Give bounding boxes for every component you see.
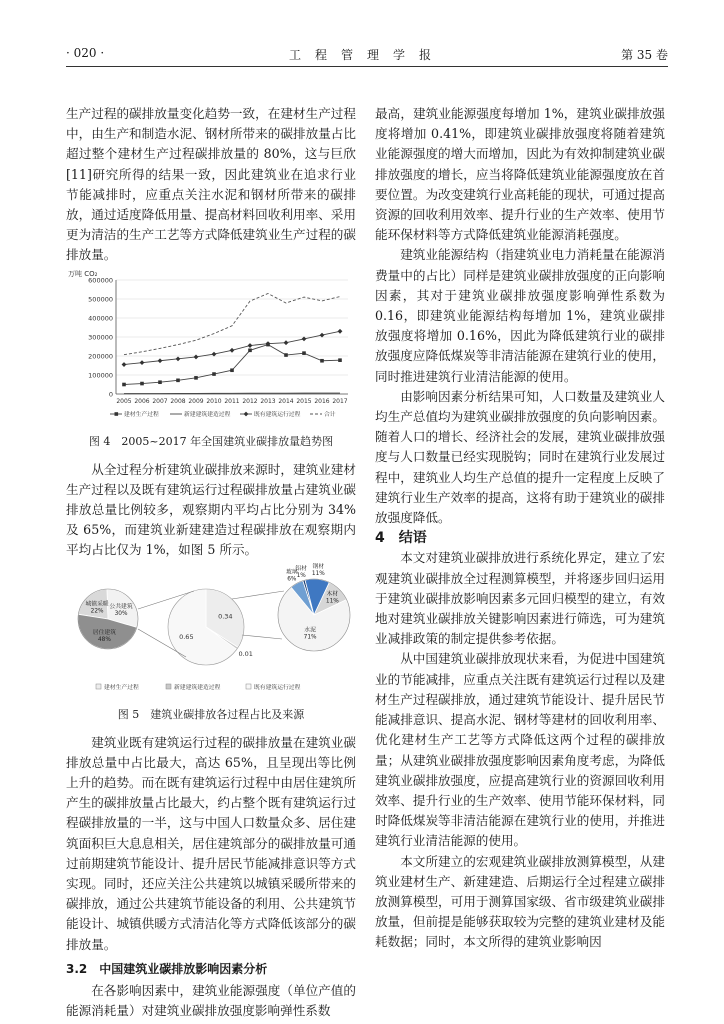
right-pie-value-label: 6% xyxy=(287,576,297,583)
body-paragraph: 建筑业既有建筑运行过程的碳排放量在建筑业碳排放总量中占比最大，高达 65%，且呈现出等比例上升的趋势。而在既有建筑运行过程中由居住建筑所产生的碳排放量占比最大，约占整个既有建筑运行过程碳排放量的一半，这与中国人口数量众多、居住建筑面积巨大息息相关，居住建筑部分的碳排放量可通过前期建筑节能设计、提升居民节能减排意识等方式实现。同时，还应关注公共建筑以城镇采暖所带来的碳排放，通过公共建筑节能设备的利用、公共建筑节能设计、城镇供暖方式清洁化等方式降低该部分的碳排放量。 xyxy=(66,734,356,952)
left-pie-value-label: 30% xyxy=(114,610,128,617)
legend-label: 新建建筑建造过程 xyxy=(184,411,231,418)
x-tick-label: 2010 xyxy=(206,397,222,405)
data-point xyxy=(230,368,234,372)
x-tick-label: 2014 xyxy=(278,397,294,405)
legend-label: 新建建筑建造过程 xyxy=(174,684,221,691)
section-heading-3-2: 3.2 中国建筑业碳排放影响因素分析 xyxy=(66,961,268,976)
y-tick-label: 0 xyxy=(108,390,113,399)
body-paragraph: 建筑业能源结构（指建筑业电力消耗量在能源消费量中的占比）同样是建筑业碳排放强度的正向影响因素，其对于建筑业碳排放强度影响弹性系数为 0.16，即建筑业能源结构每增加 1%，建筑业碳排放强度将增加 0.16%，因此为降低建筑行业的碳排放强度应降低煤炭等非清洁能源在建筑行业的使用，同时推进建筑行业清洁能源的使用。 xyxy=(375,247,665,384)
body-paragraph: 本文对建筑业碳排放进行系统化界定，建立了宏观建筑业碳排放全过程测算模型，并将逐步回归运用于建筑业碳排放影响因素多元回归模型的建立，有效地对建筑业碳排放关键影响因素进行筛选，可为建筑业减排政策的制定提供参考依据。 xyxy=(375,550,665,647)
data-point xyxy=(248,348,252,352)
x-tick-label: 2011 xyxy=(224,397,240,405)
right-pie-category-label: 木材 xyxy=(326,591,339,598)
right-pie-value-label: 1% xyxy=(296,572,306,579)
body-paragraph: 最高，建筑业能源强度每增加 1%，建筑业碳排放强度将增加 0.41%，即建筑业碳排放强度将随着建筑业能源强度的增大而增加，因此为有效抑制建筑业碳排放强度的增长，应当将降低建筑业能源强度放在首要位置。为改变建筑行业高耗能的现状，可通过提高资源的回收利用效率、提升行业的生产效率、使用节能环保材料等方式降低建筑业能源消耗强度。 xyxy=(375,106,665,243)
data-point xyxy=(122,362,127,367)
right-pie-value-label: 11% xyxy=(325,598,339,605)
data-point xyxy=(248,343,253,348)
left-pie-category-label: 居住建筑 xyxy=(92,629,117,636)
y-tick-label: 400000 xyxy=(88,314,113,323)
legend-swatch xyxy=(246,684,251,689)
volume-number: 第 35 卷 xyxy=(621,48,668,62)
legend-label: 建材生产过程 xyxy=(104,684,139,691)
left-pie-category-label: 公共建筑 xyxy=(109,603,133,610)
data-point xyxy=(230,348,235,353)
journal-title: 工程管理学报 xyxy=(288,48,445,62)
data-point xyxy=(302,351,306,355)
data-point xyxy=(140,360,145,365)
data-point xyxy=(158,358,163,363)
body-paragraph: 生产过程的碳排放量变化趋势一致，在建材生产过程中，由生产和制造水泥、钢材所带来的碳排放量占比超过整个建材生产过程碳排放量的 80%，这与巨欣[11]研究所得的结果一致，因此建筑业在追求行业节能减排时，应重点关注水泥和钢材所带来的碳排放，通过适度降低用量、提高材料回收利用率、采用更为清洁的生产工艺等方式降低建筑业生产过程的碳排放量。 xyxy=(66,106,356,263)
right-pie-value-label: 11% xyxy=(311,570,325,577)
y-axis-label: 万吨 CO₂ xyxy=(68,269,98,278)
body-paragraph: 从全过程分析建筑业碳排放来源时，建筑业建材生产过程以及既有建筑运行过程碳排放量占建筑业碳排放总量比例较多，观察期内平均占比分别为 34%及 65%，而建筑业新建建造过程碳排放在观察期内平均占比仅为 1%，如图 5 所示。 xyxy=(66,461,356,558)
data-point xyxy=(176,378,180,382)
legend-swatch xyxy=(166,684,171,689)
connector-line xyxy=(242,635,282,639)
x-tick-label: 2009 xyxy=(188,397,204,405)
figure-4-caption: 图 4 2005~2017 年全国建筑业碳排放量趋势图 xyxy=(88,434,334,448)
legend-swatch xyxy=(96,684,101,689)
y-tick-label: 200000 xyxy=(88,352,113,361)
legend-label: 合计 xyxy=(324,411,336,418)
data-point xyxy=(284,353,288,357)
right-pie-category-label: 铝材 xyxy=(295,565,307,572)
x-tick-label: 2008 xyxy=(170,397,186,405)
main-pie-value-label: 0.01 xyxy=(238,649,253,658)
x-tick-label: 2012 xyxy=(242,397,258,405)
x-tick-label: 2005 xyxy=(116,397,132,405)
figure-5-pie-charts xyxy=(66,563,356,697)
x-tick-label: 2007 xyxy=(152,397,168,405)
data-point xyxy=(194,354,199,359)
data-point xyxy=(338,358,342,362)
legend-label: 既有建筑运行过程 xyxy=(254,684,301,691)
body-paragraph: 本文所建立的宏观建筑业碳排放测算模型，从建筑业建材生产、新建建造、后期运行全过程建立碳排放测算模型，可用于测算国家级、省市级建筑业碳排放量，但前提是能够获取较为完整的建筑业建材及能耗数据；同时，本文所得的建筑业影响因 xyxy=(375,853,665,950)
data-point xyxy=(122,382,126,386)
left-column xyxy=(66,104,356,1021)
right-pie-category-label: 钢材 xyxy=(312,563,325,570)
data-point xyxy=(194,376,198,380)
figure-5-caption: 图 5 建筑业碳排放各过程占比及来源 xyxy=(117,707,305,721)
left-pie-value-label: 22% xyxy=(90,608,104,615)
main-pie-value-label: 0.65 xyxy=(179,632,194,641)
body-paragraph: 在各影响因素中，建筑业能源强度（单位产值的能源消耗量）对建筑业碳排放强度影响弹性系数 xyxy=(66,983,356,1019)
data-point xyxy=(212,372,216,376)
main-pie-value-label: 0.34 xyxy=(218,612,233,621)
data-point xyxy=(338,329,343,334)
data-point xyxy=(140,381,144,385)
right-column xyxy=(375,104,665,953)
series-line xyxy=(124,293,340,354)
right-pie-category-label: 玻璃 xyxy=(286,569,298,576)
body-paragraph: 由影响因素分析结果可知，人口数量及建筑业人均生产总值均为建筑业碳排放强度的负向影响因素。随着人口的增长、经济社会的发展，建筑业碳排放强度与人口数量已经实现脱钩；同时在建筑行业发展过程中，建筑业人均生产总值的提升一定程度上反映了建筑行业生产效率的提高，这将有助于建筑业的碳排放强度降低。 xyxy=(375,388,665,526)
data-point xyxy=(158,380,162,384)
x-tick-label: 2013 xyxy=(260,397,276,405)
data-point xyxy=(320,359,324,363)
legend-label: 建材生产过程 xyxy=(124,411,159,418)
data-point xyxy=(176,356,181,361)
section-heading-4: 4 结语 xyxy=(375,530,427,547)
left-pie-category-label: 城镇采暖 xyxy=(85,601,109,608)
page-number: · 020 · xyxy=(66,46,105,60)
data-point xyxy=(284,340,289,345)
right-pie-category-label: 水泥 xyxy=(304,627,316,634)
y-tick-label: 600000 xyxy=(88,276,113,285)
left-pie-value-label: 48% xyxy=(97,636,111,643)
y-tick-label: 500000 xyxy=(88,295,113,304)
figure-4-line-chart xyxy=(66,268,356,430)
y-tick-label: 100000 xyxy=(88,371,113,380)
legend-marker xyxy=(115,412,119,416)
x-tick-label: 2006 xyxy=(134,397,150,405)
connector-line xyxy=(232,591,284,599)
x-tick-label: 2015 xyxy=(296,397,312,405)
x-tick-label: 2017 xyxy=(332,397,348,405)
x-tick-label: 2016 xyxy=(314,397,330,405)
y-tick-label: 300000 xyxy=(88,333,113,342)
legend-marker xyxy=(244,411,249,416)
legend-label: 既有建筑运行过程 xyxy=(254,411,301,418)
series-line xyxy=(124,393,340,394)
running-header xyxy=(66,44,668,67)
body-paragraph: 从中国建筑业碳排放现状来看，为促进中国建筑业的节能减排，应重点关注既有建筑运行过程以及建材生产过程碳排放，通过建筑节能设计、提升居民节能减排意识、提高水泥、钢材等建材的回收利用率、优化建材生产工艺等方式降低这两个过程的碳排放量；从建筑业碳排放强度影响因素角度考虑，为降低建筑业碳排放强度，应提高建筑行业的资源回收利用效率、提升行业的生产效率、使用节能环保材料，同时降低煤炭等非清洁能源在建筑行业的使用，并推进建筑行业清洁能源的使用。 xyxy=(375,651,665,849)
right-pie-value-label: 71% xyxy=(303,634,317,641)
